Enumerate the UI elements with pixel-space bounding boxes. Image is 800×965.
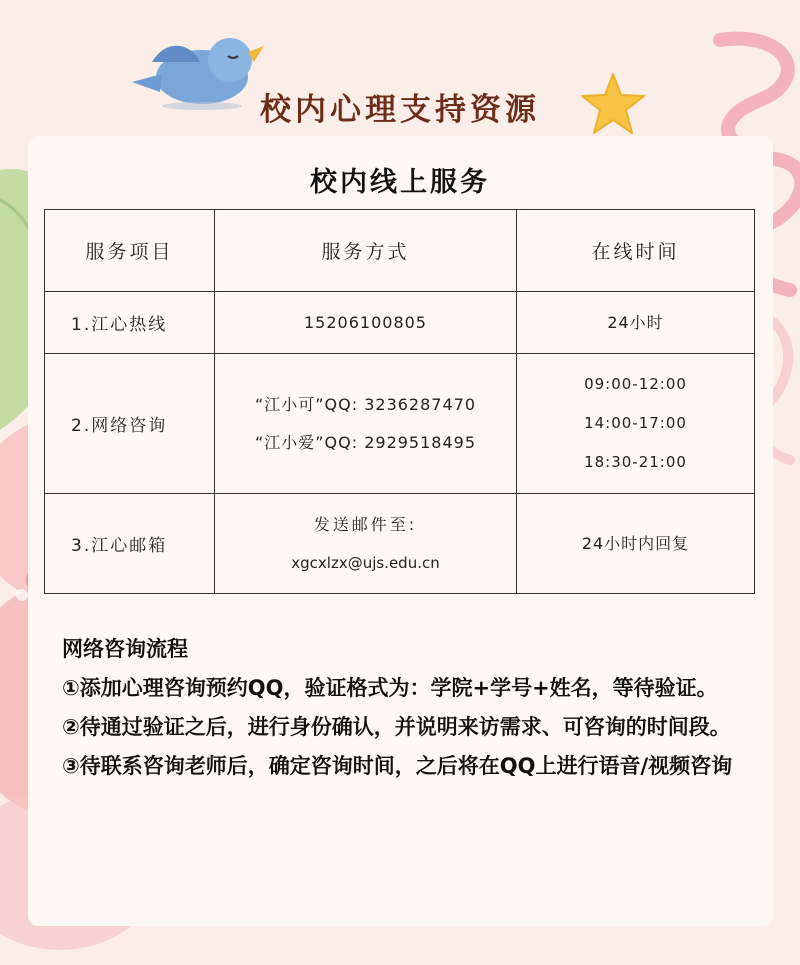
row-time	[517, 494, 755, 594]
table-row	[45, 354, 755, 494]
process-title: 网络咨询流程	[62, 637, 188, 661]
row-time	[517, 354, 755, 494]
time-slot: 18:30-21:00	[584, 453, 687, 471]
time-slot: 14:00-17:00	[584, 414, 687, 432]
table-header-row	[45, 210, 755, 292]
hotline-number: 15206100805	[304, 312, 427, 332]
table-row	[45, 292, 755, 354]
row-method	[215, 354, 517, 494]
email-address: xgcxlzx@ujs.edu.cn	[291, 553, 440, 572]
email-label: 发送邮件至:	[313, 514, 418, 534]
row-time	[517, 292, 755, 354]
table-row	[45, 494, 755, 594]
qq-contact: “江小可”QQ: 3236287470	[254, 394, 477, 414]
row-item: 1.江心热线	[45, 292, 215, 354]
time-text: 24小时内回复	[581, 533, 690, 553]
qq-contact: “江小爱”QQ: 2929518495	[254, 432, 477, 452]
process-step: ②待通过验证之后，进行身份确认，并说明来访需求、可咨询的时间段。	[62, 715, 731, 739]
header-method: 服务方式	[215, 210, 517, 292]
row-item: 2.网络咨询	[45, 354, 215, 494]
row-method	[215, 292, 517, 354]
header-time: 在线时间	[517, 210, 755, 292]
time-slot: 09:00-12:00	[584, 375, 687, 393]
process-section	[62, 630, 752, 786]
process-step: ③待联系咨询老师后，确定咨询时间，之后将在QQ上进行语音/视频咨询	[62, 754, 733, 778]
services-table	[44, 209, 755, 594]
section-title: 校内线上服务	[310, 167, 490, 198]
row-item: 3.江心邮箱	[45, 494, 215, 594]
time-text: 24小时	[607, 312, 664, 332]
process-step: ①添加心理咨询预约QQ，验证格式为：学院+学号+姓名，等待验证。	[62, 676, 718, 700]
page-title: 校内心理支持资源	[260, 92, 540, 128]
header-item: 服务项目	[45, 210, 215, 292]
row-method	[215, 494, 517, 594]
